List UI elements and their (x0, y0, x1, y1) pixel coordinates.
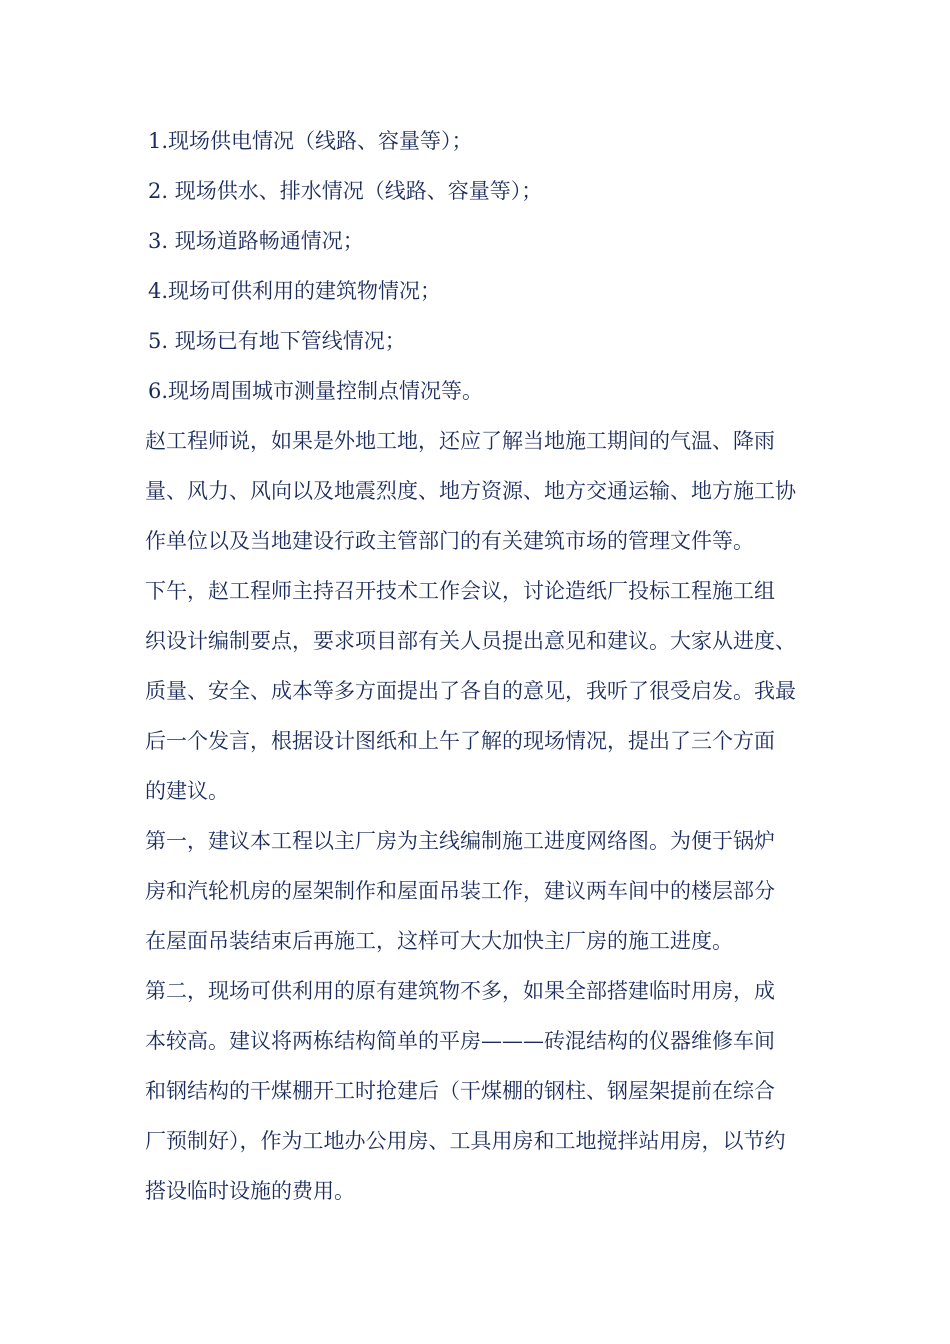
list-item-3: 3. 现场道路畅通情况； (148, 229, 364, 253)
body-line: 搭设临时设施的费用。 (145, 1179, 355, 1203)
list-item-4: 4.现场可供利用的建筑物情况； (148, 279, 442, 303)
body-line: 下午，赵工程师主持召开技术工作会议，讨论造纸厂投标工程施工组 (145, 579, 775, 603)
body-line: 第一，建议本工程以主厂房为主线编制施工进度网络图。为便于锅炉 (145, 829, 775, 853)
list-item-1: 1.现场供电情况（线路、容量等）； (148, 129, 473, 153)
body-line: 在屋面吊装结束后再施工，这样可大大加快主厂房的施工进度。 (145, 929, 733, 953)
body-line: 和钢结构的干煤棚开工时抢建后（干煤棚的钢柱、钢屋架提前在综合 (145, 1079, 775, 1103)
body-line: 量、风力、风向以及地震烈度、地方资源、地方交通运输、地方施工协 (145, 479, 796, 503)
body-line: 厂预制好），作为工地办公用房、工具用房和工地搅拌站用房，以节约 (145, 1129, 786, 1153)
body-line: 第二，现场可供利用的原有建筑物不多，如果全部搭建临时用房，成 (145, 979, 775, 1003)
body-line: 后一个发言，根据设计图纸和上午了解的现场情况，提出了三个方面 (145, 729, 775, 753)
body-line: 的建议。 (145, 779, 229, 803)
body-line: 本较高。建议将两栋结构简单的平房———砖混结构的仪器维修车间 (145, 1029, 775, 1053)
list-item-5: 5. 现场已有地下管线情况； (148, 329, 406, 353)
list-item-6: 6.现场周围城市测量控制点情况等。 (148, 379, 484, 403)
body-line: 织设计编制要点，要求项目部有关人员提出意见和建议。大家从进度、 (145, 629, 796, 653)
body-line: 作单位以及当地建设行政主管部门的有关建筑市场的管理文件等。 (145, 529, 754, 553)
body-line: 质量、安全、成本等多方面提出了各自的意见，我听了很受启发。我最 (145, 679, 796, 703)
body-line: 房和汽轮机房的屋架制作和屋面吊装工作，建议两车间中的楼层部分 (145, 879, 775, 903)
body-line: 赵工程师说，如果是外地工地，还应了解当地施工期间的气温、降雨 (145, 429, 775, 453)
list-item-2: 2. 现场供水、排水情况（线路、容量等）； (148, 179, 543, 203)
